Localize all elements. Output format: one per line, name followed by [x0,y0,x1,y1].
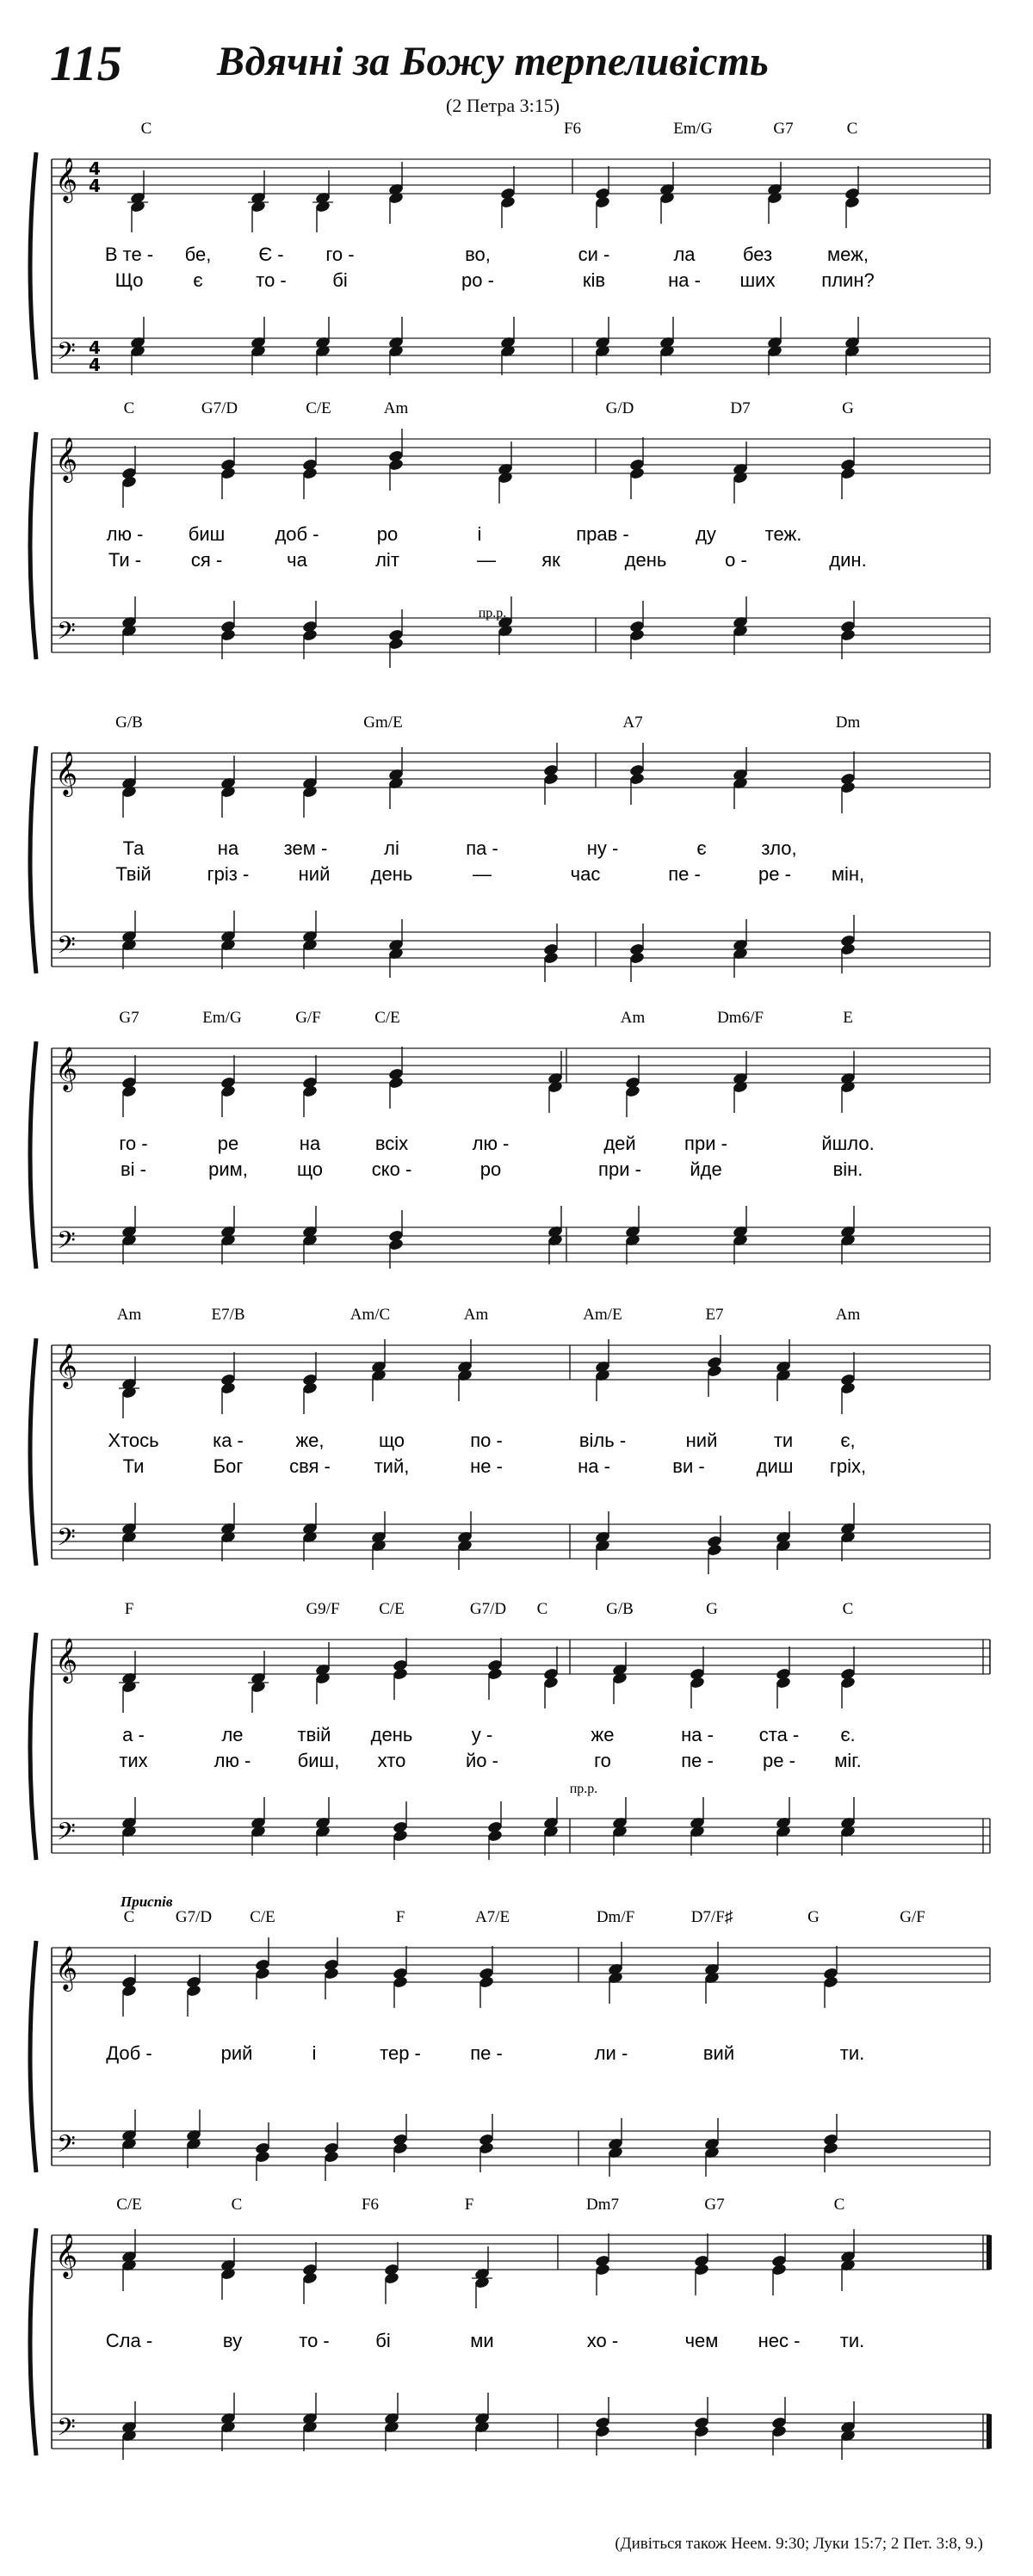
lyric-verse-2: — [477,549,496,571]
system-5 [30,1306,990,1574]
chord-symbol: Dm/F [596,1908,635,1926]
chord-symbol: Am [116,1306,142,1324]
system-3 [30,713,990,982]
lyric-verse-2: ско - [371,1158,412,1180]
chord-symbol: F [124,1600,134,1618]
lyric-verse-1: зем - [283,837,328,859]
lyric-verse-2: то - [256,269,287,291]
lyric-verse-2: на - [578,1455,610,1477]
lyric-verse-1: ти. [839,2330,865,2351]
lyric-verse-2: ро - [461,269,494,291]
bass-clef: 𝄢 [57,931,76,966]
footnote: (Дивіться також Неем. 9:30; Луки 15:7; 2 Пет. 3:8, 9.) [615,2535,983,2553]
lyric-verse-1: бі [375,2330,391,2351]
lyric-verse-1: а - [122,1724,145,1745]
lyric-verse-2: гріз - [207,863,250,885]
hymn-title: Вдячні за Божу терпеливість [217,39,769,84]
lyric-verse-1: на [299,1133,321,1154]
lyric-verse-2: час [570,863,601,885]
lyric-verse-2: — [473,863,492,885]
lyric-verse-2: Що [114,269,144,291]
chord-symbol: G7/D [201,399,238,417]
lyric-verse-1: рий [220,2042,253,2064]
lyric-verse-1: меж, [827,244,869,265]
bass-clef: 𝄢 [57,2130,76,2165]
lyric-verse-2: ре - [758,863,791,885]
chord-symbol: D7/F♯ [690,1908,733,1926]
lyric-verse-2: день [370,863,413,885]
lyric-verse-2: йде [690,1158,722,1180]
chord-symbol: G [842,399,854,417]
lyric-verse-1: що [378,1430,405,1451]
lyric-verse-1: си - [578,244,610,265]
lyric-verse-2: пе - [681,1750,714,1771]
system-brace [30,1941,36,2172]
chord-symbol: F6 [563,120,582,138]
chord-symbol: Am [835,1306,861,1324]
chord-symbol: Em/G [202,1009,242,1027]
treble-clef: 𝄞 [55,751,78,795]
system-7 [30,1908,990,2181]
lyric-verse-2: як [541,549,560,571]
treble-time-sig-bottom: 4 [89,176,101,196]
chord-symbol: G7/D [469,1600,507,1618]
treble-clef: 𝄞 [55,1344,78,1387]
lyric-verse-1: ре [217,1133,239,1154]
chord-symbol: G9/F [306,1600,340,1618]
lyric-verse-1: чем [684,2330,719,2351]
lyric-verse-2: мін, [831,863,865,885]
treble-clef: 𝄞 [55,2233,78,2277]
lyric-verse-1: ти. [839,2042,865,2064]
chord-symbol: E7 [705,1306,724,1324]
lyric-verse-1: по - [470,1430,503,1451]
lyric-verse-1: нес - [758,2330,801,2351]
treble-clef: 𝄞 [55,1946,78,1990]
lyric-verse-1: вий [702,2042,735,2064]
lyric-verse-1: ле [221,1724,244,1745]
lyric-verse-1: пе - [470,2042,503,2064]
performance-mark: пр.р. [569,1782,598,1796]
lyric-verse-1: бе, [184,244,212,265]
lyric-verse-2: Бог [213,1455,244,1477]
lyric-verse-1: Є - [258,244,284,265]
treble-clef: 𝄞 [55,158,78,201]
lyric-verse-1: є, [840,1430,856,1451]
lyric-verse-1: го - [325,244,355,265]
treble-time-sig-top: 4 [89,158,101,179]
lyric-verse-1: без [742,244,773,265]
hymn-number: 115 [50,35,122,91]
chord-symbol: C [842,1600,854,1618]
lyric-verse-2: о - [725,549,747,571]
lyric-verse-1: Хтось [108,1430,159,1451]
lyric-verse-2: биш, [297,1750,340,1771]
lyric-verse-1: всіх [374,1133,409,1154]
lyric-verse-1: віль - [578,1430,627,1451]
lyric-verse-2: свя - [289,1455,331,1477]
lyric-verse-1: прав - [576,523,629,545]
bass-clef: 𝄢 [57,1818,76,1852]
lyric-verse-1: В те - [104,244,154,265]
lyric-verse-2: дин. [829,549,867,571]
lyric-verse-2: Ти [122,1455,145,1477]
lyric-verse-1: йшло. [821,1133,875,1154]
system-4 [30,1009,990,1269]
lyric-verse-2: ся - [190,549,223,571]
chord-symbol: G [807,1908,820,1926]
chord-symbol: Am/E [583,1306,622,1324]
chord-symbol: C/E [306,399,331,417]
chord-symbol: C/E [250,1908,275,1926]
chorus-label: Приспів [121,1893,173,1910]
lyric-verse-1: же [591,1724,615,1745]
chord-symbol: Dm [835,713,861,732]
chord-symbol: E7/B [211,1306,245,1324]
lyric-verse-2: Ти - [108,549,142,571]
scripture-reference: (2 Петра 3:15) [446,95,560,116]
system-brace [30,152,36,380]
system-brace [30,746,36,973]
bass-clef: 𝄢 [57,337,76,372]
chord-symbol: F [395,1908,405,1926]
lyric-verse-1: ну - [586,837,619,859]
system-1 [30,120,990,380]
bass-clef: 𝄢 [57,1523,76,1558]
lyric-verse-2: рим, [208,1158,248,1180]
lyric-verse-1: ла [673,244,696,265]
lyric-verse-1: ду [696,523,716,545]
chord-symbol: F [464,2196,474,2214]
system-brace [30,432,36,659]
system-brace [30,1338,36,1566]
lyric-verse-2: ча [287,549,307,571]
lyric-verse-2: що [296,1158,324,1180]
chord-symbol: Am [463,1306,489,1324]
lyric-verse-1: во, [465,244,491,265]
final-barline [987,2414,992,2449]
bass-time-sig-bottom: 4 [89,355,101,375]
lyric-verse-1: дей [603,1133,636,1154]
lyric-verse-1: же, [295,1430,325,1451]
system-brace [30,2228,36,2456]
lyric-verse-2: літ [375,549,399,571]
performance-mark: пр.р. [478,606,507,621]
lyric-verse-2: плин? [821,269,875,291]
lyric-verse-1: ти [773,1430,794,1451]
chord-symbol: G7 [773,120,794,138]
chord-symbol: C [231,2196,243,2214]
lyric-verse-1: і [312,2042,317,2064]
lyric-verse-1: го - [119,1133,148,1154]
chord-symbol: Dm7 [586,2196,619,2214]
treble-clef: 𝄞 [55,1047,78,1090]
chord-symbol: A7/E [474,1908,510,1926]
lyric-verse-2: го [594,1750,611,1771]
lyric-verse-1: є. [840,1724,856,1745]
chord-symbol: G/F [900,1908,925,1926]
chord-symbol: Dm6/F [717,1009,764,1027]
chord-symbol: G7 [119,1009,139,1027]
lyric-verse-2: ві - [120,1158,147,1180]
lyric-verse-1: ро [376,523,399,545]
chord-symbol: C/E [116,2196,142,2214]
chord-symbol: G/D [605,399,634,417]
chord-symbol: G/B [115,713,143,732]
system-brace [30,1041,36,1269]
chord-symbol: F6 [361,2196,380,2214]
lyric-verse-1: на [217,837,239,859]
lyric-verse-1: то - [299,2330,330,2351]
lyric-verse-1: тер - [380,2042,421,2064]
lyric-verse-1: ву [222,2330,243,2351]
lyric-verse-1: ка - [213,1430,244,1451]
lyric-verse-1: ли - [594,2042,628,2064]
system-6 [30,1600,990,1860]
bass-time-sig-top: 4 [89,337,101,358]
lyric-verse-1: лі [384,837,399,859]
chord-symbol: C/E [379,1600,405,1618]
lyric-verse-1: ми [470,2330,494,2351]
lyric-verse-2: тих [119,1750,148,1771]
lyric-verse-1: лю - [106,523,144,545]
lyric-verse-2: міг. [834,1750,862,1771]
lyric-verse-2: тий, [374,1455,410,1477]
lyric-verse-1: на - [681,1724,714,1745]
chord-symbol: G/F [295,1009,321,1027]
chord-symbol: C [846,120,858,138]
lyric-verse-1: биш [188,523,226,545]
chord-symbol: Am [620,1009,646,1027]
lyric-verse-1: доб - [275,523,319,545]
chord-symbol: E [843,1009,853,1027]
lyric-verse-1: твій [297,1724,331,1745]
lyric-verse-2: ви - [672,1455,705,1477]
system-brace [30,1633,36,1860]
lyric-verse-1: зло, [761,837,797,859]
lyric-verse-2: пе - [668,863,701,885]
lyric-verse-2: Твій [115,863,152,885]
lyric-verse-2: ро [479,1158,502,1180]
lyric-verse-1: Та [122,837,145,859]
lyric-verse-1: лю - [472,1133,510,1154]
lyric-verse-2: на - [668,269,701,291]
lyric-verse-1: хо - [586,2330,619,2351]
chord-symbol: Am/C [349,1306,391,1324]
chord-symbol: G [706,1600,718,1618]
lyric-verse-2: не - [470,1455,503,1477]
lyric-verse-2: бі [332,269,348,291]
lyric-verse-1: ний [685,1430,718,1451]
lyric-verse-2: ків [582,269,606,291]
bass-clef: 𝄢 [57,617,76,652]
lyric-verse-2: йо - [466,1750,498,1771]
treble-clef: 𝄞 [55,437,78,481]
bass-clef: 𝄢 [57,2413,76,2448]
chord-symbol: G7 [704,2196,725,2214]
lyric-verse-1: при - [684,1133,727,1154]
chord-symbol: C [140,120,152,138]
lyric-verse-2: ре - [763,1750,795,1771]
lyric-verse-2: при - [598,1158,641,1180]
chord-symbol: C [123,1908,135,1926]
chord-symbol: Em/G [673,120,713,138]
lyric-verse-1: па - [466,837,498,859]
lyric-verse-2: диш [756,1455,794,1477]
bass-clef: 𝄢 [57,1226,76,1261]
lyric-verse-2: лю - [213,1750,251,1771]
lyric-verse-1: Сла - [105,2330,153,2351]
chord-symbol: G7/D [175,1908,213,1926]
chord-symbol: A7 [622,713,643,732]
chord-symbol: C [536,1600,548,1618]
lyric-verse-1: у - [471,1724,493,1745]
treble-clef: 𝄞 [55,1638,78,1682]
lyric-verse-1: ста - [758,1724,800,1745]
lyric-verse-2: ний [298,863,331,885]
chord-symbol: G/B [606,1600,634,1618]
chord-symbol: Am [383,399,409,417]
system-2 [30,399,990,668]
lyric-verse-2: є [193,269,203,291]
lyric-verse-2: ших [739,269,776,291]
lyric-verse-1: теж. [764,523,802,545]
chord-symbol: C [123,399,135,417]
chord-symbol: D7 [730,399,751,417]
lyric-verse-1: Доб - [106,2042,152,2064]
lyric-verse-2: день [624,549,667,571]
chord-symbol: Gm/E [363,713,403,732]
lyric-verse-2: гріх, [829,1455,867,1477]
chord-symbol: C [833,2196,845,2214]
chord-symbol: C/E [374,1009,400,1027]
lyric-verse-2: хто [377,1750,406,1771]
final-barline [987,2235,992,2270]
lyric-verse-1: є [696,837,707,859]
lyric-verse-1: і [477,523,482,545]
lyric-verse-1: день [370,1724,413,1745]
system-8 [30,2196,992,2460]
lyric-verse-2: він. [832,1158,863,1180]
